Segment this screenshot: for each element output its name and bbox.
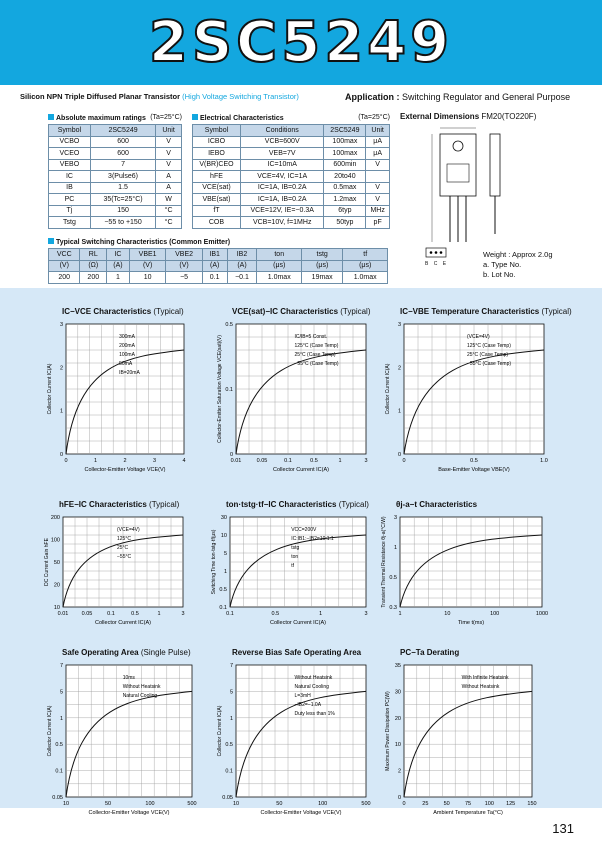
y-tick-label: 3 [393,515,397,521]
y-tick-label: 0 [229,452,233,458]
switching-heading: Typical Switching Characteristics (Common Emitter) [48,238,230,246]
curve-label: (VCE=4V) [117,527,140,533]
header-cell: (μs) [301,260,342,272]
curve-label: IC/IB=5 Const. [294,334,328,340]
header-cell: tstg [301,249,342,261]
curve-label: Natural Cooling [294,684,329,690]
curve-label: −IB2=−1.0A [294,702,322,708]
curve-label: ton [291,554,299,560]
table-cell: 20to40 [324,171,366,183]
y-tick-label: 0.3 [389,605,397,611]
curve-label: Without Heatsink [461,684,500,690]
x-tick-label: 0.01 [230,458,242,464]
weight-note: Weight : Approx 2.0g [483,250,553,259]
elec-char-table [192,124,390,229]
x-tick-label: 0.1 [107,611,115,617]
chart-title: Safe Operating Area (Single Pulse) [62,648,191,657]
x-tick-label: 500 [187,801,197,807]
curve-label: 10ms [122,675,135,681]
y-tick-label: 0 [397,795,401,801]
table-cell: IB [49,182,91,194]
curve-label: IC:IB1:−IB2=10:1:1 [291,536,334,542]
table-cell: 150 [90,205,155,217]
table-row [49,272,388,284]
curve-label: 200mA [119,343,135,349]
y-tick-label: 20 [53,582,60,589]
y-tick-label: 1 [229,715,233,722]
application-text: Switching Regulator and General Purpose [402,92,571,102]
x-tick-label: 3 [364,611,368,617]
table-cell: MHz [366,205,390,217]
chart-9 [378,659,546,825]
header-cell: Unit [366,125,390,137]
curve-label: 25°C (Case Temp) [294,352,336,358]
table-cell: ICBO [193,136,241,148]
curve-label: 125°C (Case Temp) [467,343,511,349]
curve-label: 50mA [119,361,133,367]
table-cell: 35(Tc=25°C) [90,194,155,206]
x-tick-label: 3 [181,611,185,617]
table-row [193,171,390,183]
device-purpose: (High Voltage Switching Transistor) [182,92,299,101]
y-tick-label: 1 [59,715,63,722]
x-tick-label: 0.5 [131,611,139,617]
x-tick-label: 0 [64,458,68,464]
header-cell: (V) [166,260,202,272]
table-row [49,182,182,194]
x-tick-label: 3 [364,458,368,464]
x-tick-label: 1.0 [540,458,548,464]
y-tick-label: 0.1 [55,768,63,775]
table-cell: 600 [90,148,155,160]
x-axis-label: Collector Current IC(A) [270,620,326,626]
title-banner [0,0,602,85]
table-cell: COB [193,217,241,229]
x-tick-label: 10 [62,801,70,807]
elec-char-heading: Electrical Characteristics (Ta=25°C) [192,114,390,122]
table-cell: V [366,194,390,206]
header-cell: VBE2 [166,249,202,261]
y-tick-label: 0.05 [52,795,63,801]
y-tick-label: 10 [220,533,227,539]
x-tick-label: 0 [402,801,406,807]
ext-dim-heading: External Dimensions FM20(TO220F) [400,112,537,121]
table-cell: μA [366,136,390,148]
x-tick-label: 1000 [535,611,549,617]
y-tick-label: 0.05 [222,795,233,801]
x-axis-label: Collector-Emitter Voltage VCE(V) [88,810,170,816]
header-cell: 2SC5249 [324,125,366,137]
x-tick-label: 75 [464,801,472,807]
table-cell: hFE [193,171,241,183]
curve-label: Duty less than 1% [294,711,335,717]
y-tick-label: 35 [394,663,401,669]
header-cell: IB2 [227,249,257,261]
y-tick-label: 0.1 [225,387,233,393]
table-cell: PC [49,194,91,206]
table-cell: −55 to +150 [90,217,155,229]
y-tick-label: 0.5 [55,742,63,749]
header-cell: Symbol [49,125,91,137]
application-line [345,92,570,102]
table-row [193,159,390,171]
y-tick-label: 30 [394,689,401,696]
curve-label: Without Heatsink [294,675,333,681]
table-cell: 1.2max [324,194,366,206]
chart-title: IC−VCE Characteristics (Typical) [62,307,184,316]
y-axis-label: Collector Current IC(A) [47,705,53,757]
curve-label: Natural Cooling [122,693,158,699]
x-tick-label: 10 [444,611,451,617]
x-tick-label: 0.1 [284,458,292,464]
curve-label: 100mA [119,352,135,358]
table-cell: pF [366,217,390,229]
table-cell: 100max [324,148,366,160]
x-tick-label: 1 [157,611,161,617]
abs-max-table [48,124,182,229]
table-cell: 10 [129,272,165,284]
table-row [193,194,390,206]
table-cell: A [156,171,182,183]
table-cell: 200 [80,272,107,284]
x-tick-label: 10 [232,801,240,807]
x-tick-label: 125 [506,801,516,807]
x-tick-label: 100 [484,801,494,807]
y-tick-label: 5 [223,551,227,557]
x-tick-label: 50 [276,801,283,807]
chart-title: hFE−IC Characteristics (Typical) [59,500,180,509]
table-cell: VCE(sat) [193,182,241,194]
x-tick-label: 0.1 [226,611,234,617]
chart-5 [204,511,380,635]
table-cell: 1 [107,272,130,284]
y-tick-label: 1 [397,408,401,415]
table-cell: V [156,136,182,148]
curve-label: With Infinite Heatsink [461,675,509,681]
y-tick-label: 3 [59,322,63,328]
header-cell: ton [257,249,302,261]
table-cell: Tstg [49,217,91,229]
curve-label: (VCE=4V) [467,334,490,340]
x-tick-label: 1 [398,611,402,617]
y-tick-label: 1 [59,408,63,415]
table-cell: 1.0max [343,272,388,284]
curve-label: L=3mH [294,693,311,699]
x-tick-label: 1 [338,458,342,464]
y-tick-label: 7 [59,663,63,669]
table-cell: IC [49,171,91,183]
table-cell: W [156,194,182,206]
chart-7 [40,659,206,825]
y-tick-label: 3 [397,322,401,328]
table-cell: IC=1A, IB=0.2A [240,194,324,206]
header-cell: (A) [227,260,257,272]
table-row [193,148,390,160]
type-no-note: a. Type No. [483,260,522,269]
table-cell: 3(Pulse6) [90,171,155,183]
x-tick-label: 0 [402,458,406,464]
table-cell: 100max [324,136,366,148]
table-cell: VEBO [49,159,91,171]
y-axis-label: Collector-Emitter Saturation Voltage VCE(sat)(V) [217,335,223,443]
abs-max-heading: Absolute maximum ratings (Ta=25°C) [48,114,182,122]
table-cell: IC=10mA [240,159,324,171]
table-cell: V [156,159,182,171]
table-cell: 0.5max [324,182,366,194]
y-tick-label: 0 [59,452,63,458]
table-cell: 50typ [324,217,366,229]
chart-8 [210,659,380,825]
table-cell: −5 [166,272,202,284]
chart-2 [210,318,380,482]
y-tick-label: 50 [53,560,60,566]
lot-no-note: b. Lot No. [483,270,516,279]
x-tick-label: 50 [443,801,450,807]
table-cell: VCBO [49,136,91,148]
package-notes [483,250,553,280]
table-cell: IEBO [193,148,241,160]
x-tick-label: 4 [182,458,186,464]
x-tick-label: 100 [145,801,155,807]
header-cell: (V) [49,260,80,272]
y-axis-label: Maximum Power Dissipation PC(W) [385,691,391,771]
curve-label: 25°C [117,545,129,551]
x-tick-label: 150 [527,801,537,807]
curve-label: 125°C [117,536,131,542]
x-tick-label: 100 [318,801,328,807]
table-cell: 1.0max [257,272,302,284]
curve-label: −55°C [117,554,132,560]
table-cell: IC=1A, IB=0.2A [240,182,324,194]
y-tick-label: 2 [397,365,401,372]
chart-title: ton·tstg·tf−IC Characteristics (Typical) [226,500,369,509]
chart-title: Reverse Bias Safe Operating Area [232,648,362,657]
table-row [49,194,182,206]
curve-label: tf [291,563,294,569]
chart-title: VCE(sat)−IC Characteristics (Typical) [232,307,371,316]
x-tick-label: 3 [152,458,157,464]
curve-label: 125°C (Case Temp) [294,343,339,349]
table-cell: VCB=10V, f=1MHz [240,217,324,229]
chart-1 [40,318,198,482]
x-axis-label: Collector Current IC(A) [273,467,329,473]
y-tick-label: 200 [50,515,60,521]
x-axis-label: Base-Emitter Voltage VBE(V) [438,467,510,473]
x-tick-label: 0.5 [271,611,280,617]
header-cell: VBE1 [129,249,165,261]
y-axis-label: Collector Current IC(A) [385,363,391,415]
y-tick-label: 5 [229,689,233,696]
table-cell: °C [156,217,182,229]
y-tick-label: 5 [59,689,63,696]
table-cell: 200 [49,272,80,284]
x-tick-label: 2 [123,458,127,464]
y-tick-label: 7 [229,663,233,669]
header-cell: Conditions [240,125,324,137]
y-tick-label: 0.5 [225,322,233,328]
table-row [49,159,182,171]
table-cell: V [366,182,390,194]
table-cell: 7 [90,159,155,171]
table-row [49,205,182,217]
header-cell: IC [107,249,130,261]
y-tick-label: 1 [223,569,227,575]
curve-label: VCC=200V [291,527,317,533]
table-row [49,148,182,160]
y-tick-label: 10 [394,742,401,749]
table-row [193,136,390,148]
y-axis-label: DC Current Gain hFE [44,538,50,586]
chart-3 [378,318,558,482]
package-drawing [400,124,530,254]
header-cell: (μs) [343,260,388,272]
part-number-title: 2SC5249 [148,10,454,75]
x-axis-label: Collector-Emitter Voltage VCE(V) [84,467,166,473]
table-row [49,136,182,148]
y-tick-label: 100 [50,537,60,544]
table-cell: 1.5 [90,182,155,194]
y-tick-label: 0.5 [219,587,227,593]
x-tick-label: 0.5 [470,458,478,464]
x-tick-label: 0.05 [256,458,268,464]
curve-label: −55°C (Case Temp) [294,361,339,367]
table-cell: VCEO [49,148,91,160]
curve-label: 25°C (Case Temp) [467,352,509,358]
chart-6 [374,511,556,635]
y-axis-label: Collector Current IC(A) [217,705,223,757]
x-tick-label: 0.05 [81,611,93,617]
curve-label: IB=20mA [119,370,140,376]
y-tick-label: 2 [59,365,63,372]
x-axis-label: Collector-Emitter Voltage VCE(V) [260,810,342,816]
device-type: Silicon NPN Triple Diffused Planar Transistor [20,92,181,101]
table-row [193,217,390,229]
y-tick-label: 0.1 [225,768,233,775]
page-number: 131 [552,821,574,836]
table-row [49,217,182,229]
header-cell: (Ω) [80,260,107,272]
header-cell: VCC [49,249,80,261]
y-tick-label: 1 [393,545,397,551]
y-axis-label: Switching Time ton·tstg·tf(μs) [211,529,217,595]
y-tick-label: 2 [397,768,401,775]
table-cell: 6typ [324,205,366,217]
x-axis-label: Time t(ms) [457,620,485,626]
header-cell: Symbol [193,125,241,137]
header-cell: (μs) [257,260,302,272]
curve-label: 300mA [119,334,135,340]
table-row [49,171,182,183]
table-cell: VCE=12V, IE=−0.3A [240,205,324,217]
y-tick-label: 20 [394,715,401,722]
x-tick-label: 1 [319,611,323,617]
x-tick-label: 50 [104,801,112,807]
x-tick-label: 0.5 [310,458,318,464]
y-axis-label: Transient Thermal Resistance θj-a(°C/W) [381,516,387,608]
device-description [20,92,299,101]
table-cell [366,171,390,183]
header-cell: (A) [202,260,227,272]
table-cell: VEB=7V [240,148,324,160]
header-cell: (A) [107,260,130,272]
header-cell: tf [343,249,388,261]
chart-title: IC−VBE Temperature Characteristics (Typical) [400,307,572,316]
y-tick-label: 10 [53,605,60,611]
table-cell: 19max [301,272,342,284]
x-axis-label: Collector Current IC(A) [95,620,151,626]
table-cell: 600 [90,136,155,148]
table-cell: μA [366,148,390,160]
y-tick-label: 30 [220,515,227,521]
table-cell: V(BR)CEO [193,159,241,171]
table-row [193,205,390,217]
table-cell: V [156,148,182,160]
table-cell: −0.1 [227,272,257,284]
x-tick-label: 1 [93,458,98,464]
x-axis-label: Ambient Temperature Ta(°C) [433,810,503,816]
table-cell: V [366,159,390,171]
header-cell: IB1 [202,249,227,261]
header-cell: 2SC5249 [90,125,155,137]
chart-title: θj-a−t Characteristics [396,500,478,509]
x-tick-label: 25 [422,801,429,807]
table-cell: Tj [49,205,91,217]
table-cell: VBE(sat) [193,194,241,206]
chart-title: PC−Ta Derating [400,648,460,657]
header-cell: RL [80,249,107,261]
y-tick-label: 0.5 [225,742,233,749]
header-cell: Unit [156,125,182,137]
x-tick-label: 100 [490,611,500,617]
application-label: Application : [345,92,400,102]
header-cell: (V) [129,260,165,272]
pinout-icon [425,247,447,259]
x-tick-label: 500 [361,801,371,807]
table-cell: VCE=4V, IC=1A [240,171,324,183]
table-cell: °C [156,205,182,217]
curve-label: −55°C (Case Temp) [467,361,512,367]
y-tick-label: 0.1 [219,605,227,611]
switching-table [48,248,388,284]
chart-4 [37,511,197,635]
y-tick-label: 0 [397,452,401,458]
table-cell: VCB=600V [240,136,324,148]
table-cell: A [156,182,182,194]
table-row [193,182,390,194]
table-cell: fT [193,205,241,217]
y-axis-label: Collector Current IC(A) [47,363,53,415]
curve-label: Without Heatsink [122,684,161,690]
table-cell: 600min [324,159,366,171]
y-tick-label: 0.5 [389,575,397,581]
pin-labels: B C E [425,261,449,267]
curve-label: tstg [291,545,300,551]
x-tick-label: 0.01 [57,611,69,617]
table-cell: 0.1 [202,272,227,284]
